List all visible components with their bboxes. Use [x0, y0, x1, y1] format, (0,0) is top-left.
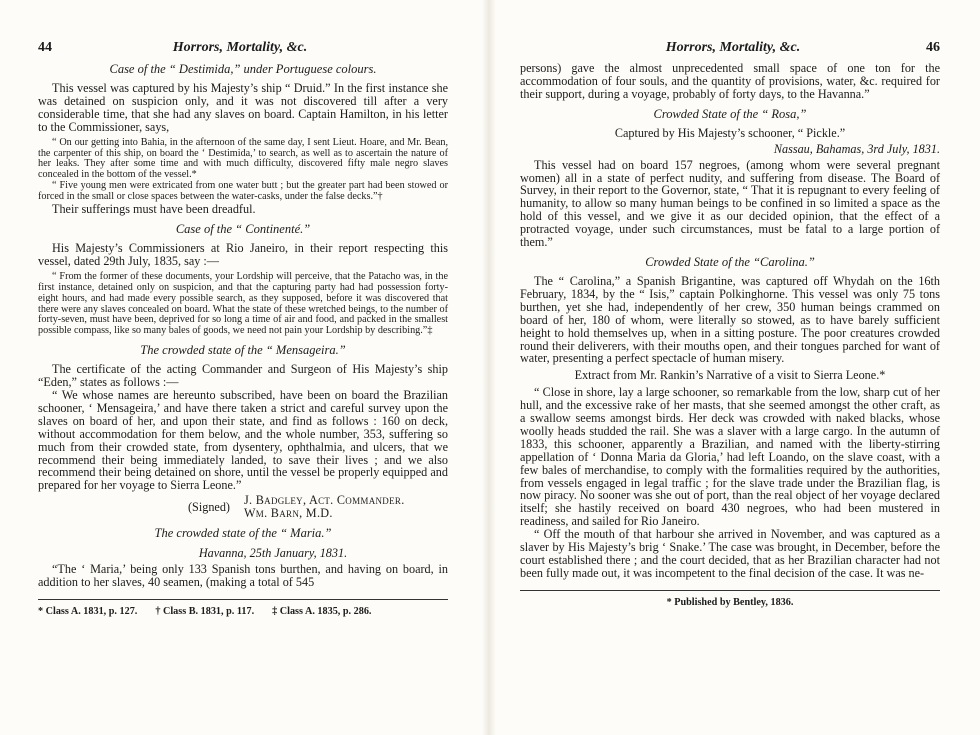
footnotes — [38, 599, 448, 617]
quote-paragraph: “ Close in shore, lay a large schooner, so remarkable from the low, sharp cut of her hull, and the excessive rake of her masts, that she seemed amongst the other craft, as a swallow seems amongst birds. Her deck was crowded with naked blacks, whose woolly heads studded the rail. She was a slaver with a large cargo. In the autumn of 1833, this schooner, apparently a Brazilian, and named with the liberty-stirring appellation of ‘ Donna Maria da Gloria,’ had left Loando, on the slave coast, with a few bales of merchandise, to comply with the formalities required by the authorities, from vessels engaged in legal traffic ; for the slave trade under the Brazilian flag, is now piracy. No sooner was she out of port, than the real object of her voyage declared itself; she hastily received on board 430 negroes, who had been mustered in readiness, and sailed for Rio Janeiro. — [520, 385, 940, 529]
paragraph: The “ Carolina,” a Spanish Brigantine, was captured off Whydah on the 16th February, 1834, by the “ Isis,” captain Polkinghorne. This vessel was only 75 tons burthen, yet she had, independently of her crew, 350 human beings crammed on board of her, 180 of whom, were literally so stowed, as to have barely sufficient height to hold themselves up, when in a sitting posture. The poor creatures crowded round their deliverers, with their mouths open, and their tongues parched for want of water, presenting a perfect spectacle of human misery. — [520, 273, 940, 366]
section-subheading: Extract from Mr. Rankin’s Narrative of a visit to Sierra Leone.* — [574, 368, 886, 383]
paragraph: His Majesty’s Commissioners at Rio Janeiro, in their report respecting this vessel, dated 29th July, 1835, say :— — [38, 240, 448, 268]
paragraph: This vessel was captured by his Majesty’s ship “ Druid.” In the first instance she was detained on suspicion only, and it was not discovered till after a very considerable time, that she had any slaves on board. Captain Hamilton, in his letter to the Commissioner, says, — [38, 81, 448, 134]
paragraph: The certificate of the acting Commander and Surgeon of His Majesty’s ship “Eden,” states as follows :— — [38, 362, 448, 390]
section-heading: Crowded State of the “ Rosa,” — [653, 106, 807, 121]
section-heading: Case of the “ Destimida,” under Portuguese colours. — [109, 62, 377, 76]
right-running-head — [520, 40, 940, 56]
footnote: * Published by Bentley, 1836. — [666, 596, 794, 608]
signed-label: (Signed) — [188, 499, 230, 514]
left-page-number: 44 — [38, 40, 52, 55]
section-heading: Case of the “ Continenté.” — [175, 221, 311, 236]
quote-paragraph: “ Off the mouth of that harbour she arrived in November, and was captured as a slaver by His Majesty’s brig ‘ Snake.’ The case was brought, in December, before the court established there ; and the court decided, that as her Brazilian character had not been fully made out, it was incompetent to the final decision of the case. It was ne- — [520, 527, 940, 580]
left-page — [0, 0, 470, 735]
book-gutter — [482, 0, 496, 735]
place-date: Nassau, Bahamas, 3rd July, 1831. — [773, 141, 940, 156]
quote-paragraph: “ On our getting into Bahia, in the afternoon of the same day, I sent Lieut. Hoare, and Mr. Bean, the carpenter of this ship, on board the ‘ Destimida,’ to search, as well as to ascertain the nature of her leaks. They after some time and with much difficulty, discovered fifty male negro slaves concealed in the bottom of the vessel.* — [38, 136, 448, 181]
signer-name: J. Badgley, Act. Commander. — [243, 493, 405, 508]
footnote: * Class A. 1831, p. 127. — [38, 606, 138, 618]
footnote: † Class B. 1831, p. 117. — [155, 606, 255, 618]
section-heading: The crowded state of the “ Mensageira.” — [140, 343, 346, 358]
quote-paragraph: “ From the former of these documents, your Lordship will perceive, that the Patacho was, in the first instance, detained only on suspicion, and that the capturing party had had possession forty-eight hours, and had made every possible search, as they supposed, before it was discovered that there were any slaves concealed on board. What the state of these wretched beings, to the number of forty-seven, must have been, deprived for so long a time of air and food, and packed in the smallest possible compass, like so many bales of goods, we need not pain your Lordship by describing.”‡ — [38, 270, 448, 337]
signer-name: Wm. Barn, M.D. — [243, 506, 333, 521]
place-date: Havanna, 25th January, 1831. — [198, 546, 348, 561]
quote-paragraph: “ We whose names are hereunto subscribed, have been on board the Brazilian schooner, ‘ Mensageira,’ and have there taken a strict and careful survey upon the slaves on board of her, and upon their state, and find as follows : 160 on deck, without accommodation for them below, and the whole number, 353, suffering so much from their crowded state, from dysentery, ophthalmia, and ulcers, that we recommend their being immediately landed, to save their lives ; and we also recommend their being detained on shore, until the vessel be properly equipped and prepared for her voyage to Sierra Leone.” — [38, 388, 448, 493]
left-running-title: Horrors, Mortality, &c. — [172, 40, 308, 55]
section-subheading: Captured by His Majesty’s schooner, “ Pickle.” — [614, 125, 846, 140]
section-heading: Crowded State of the “Carolina.” — [645, 254, 815, 269]
right-page — [500, 0, 980, 735]
right-page-number: 46 — [926, 40, 940, 55]
signature-block — [38, 494, 448, 520]
quote-paragraph: “ Five young men were extricated from one water butt ; but the greater part had been stowed or forced in the small or close spaces between the water-casks, under the false decks.”† — [38, 180, 448, 203]
footnotes — [520, 590, 940, 608]
paragraph: “The ‘ Maria,’ being only 133 Spanish tons burthen, and having on board, in addition to her slaves, 40 seamen, (making a total of 545 — [38, 562, 448, 590]
section-heading: The crowded state of the “ Maria.” — [154, 526, 332, 541]
paragraph: Their sufferings must have been dreadful. — [52, 202, 256, 217]
left-running-head — [38, 40, 448, 56]
footnote: ‡ Class A. 1835, p. 286. — [272, 606, 372, 618]
paragraph: This vessel had on board 157 negroes, (among whom were several pregnant women) all in a state of perfect nudity, and suffering from disease. The Board of Survey, in their report to the Governor, state, “ That it is repugnant to every feeling of humanity, to allow so many human beings to be confined in so limited a space as the hold of this vessel, and we give it as our decided opinion, that the effect of a protracted voyage, under such circumstances, must be fatal to a large portion of them.” — [520, 157, 940, 250]
paragraph: persons) gave the almost unprecedented small space of one ton for the accommodation of four souls, and the quantity of provisions, water, &c. required for their support, during a voyage, probably of forty days, to the Havanna.” — [520, 61, 940, 101]
right-running-title: Horrors, Mortality, &c. — [665, 40, 801, 55]
